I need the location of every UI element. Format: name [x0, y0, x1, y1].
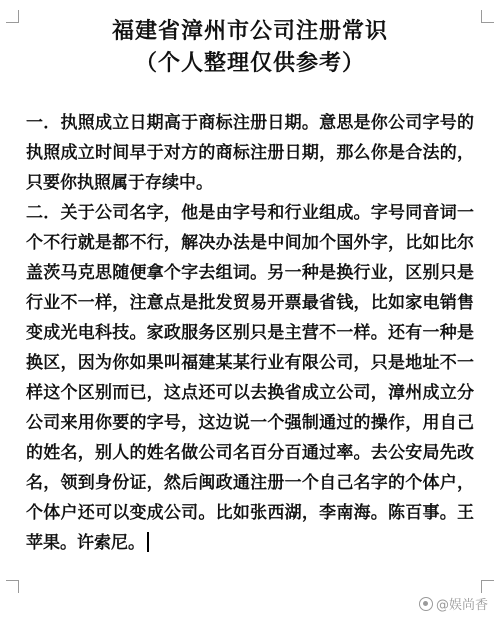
paragraph-2-text: 二．关于公司名字，他是由字号和行业组成。字号同音词一个不行就是都不行，解决办法是中间加个国外字，比如比尔盖茨马克思随便拿个字去组词。另一种是换行业，区别只是行业不一样，注意点是批发贸易开票最省钱，比如家电销售变成光电科技。家政服务区别只是主营不一样。还有一种是换区，因为你如果叫福建某某行业有限公司，只是地址不一样这个区别而已，这点还可以去换省成立公司，漳州成立分公司来用你要的字号，这边说一个强制通过的操作，用自己的姓名，别人的姓名做公司名百分百通过率。去公安局先改名，领到身份证，然后闽政通注册一个自己名字的个体户，个体户还可以变成公司。比如张西湖，李南海。陈百事。王苹果。许索尼。 — [26, 203, 474, 553]
document-title: 福建省漳州市公司注册常识 — [111, 18, 388, 44]
paragraph-2 — [26, 198, 474, 558]
margin-mark-bottom-right — [481, 580, 494, 593]
document-body[interactable] — [26, 108, 474, 558]
paragraph-1: 一．执照成立日期高于商标注册日期。意思是你公司字号的执照成立时间早于对方的商标注册日期，那么你是合法的，只要你执照属于存续中。 — [26, 113, 474, 193]
document-subtitle: （个人整理仅供参考） — [134, 50, 365, 76]
watermark-logo-icon — [419, 597, 433, 611]
margin-mark-bottom-left — [6, 580, 19, 593]
text-cursor — [147, 532, 149, 552]
watermark-text: @娱尚香 — [435, 598, 488, 613]
watermark — [419, 594, 488, 613]
